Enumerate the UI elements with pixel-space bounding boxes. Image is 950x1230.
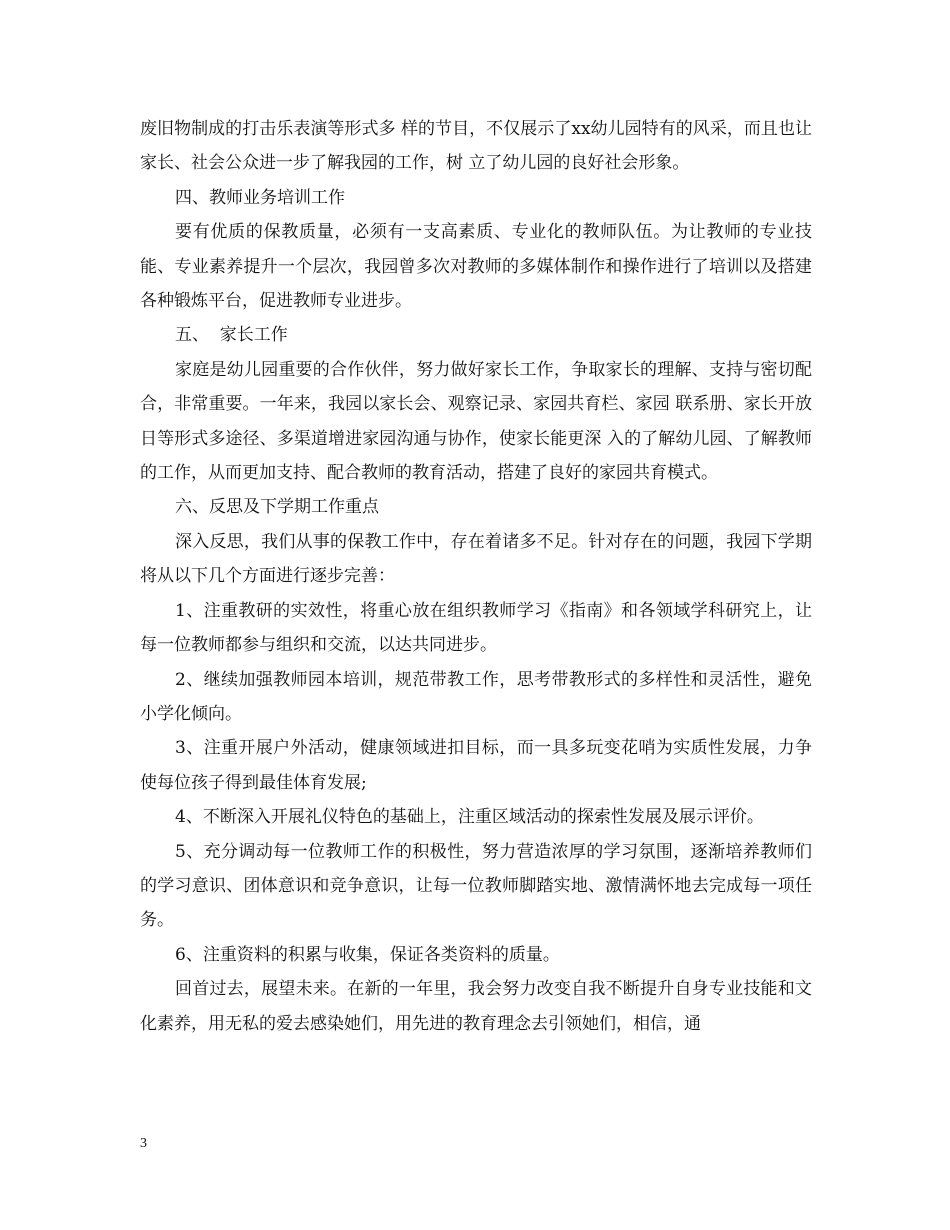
paragraph: 要有优质的保教质量，必须有一支高素质、专业化的教师队伍。为让教师的专业技能、专业素养提升一个层次，我园曾多次对教师的多媒体制作和操作进行了培训以及搭建各种锻炼平台，促进教师专业进步。 bbox=[140, 222, 812, 312]
list-item: 2、继续加强教师园本培训，规范带教工作，思考带教形式的多样性和灵活性，避免小学化倾向。 bbox=[140, 669, 812, 724]
section-heading-teacher-training: 四、教师业务培训工作 bbox=[175, 187, 345, 208]
list-item: 5、充分调动每一位教师工作的积极性，努力营造浓厚的学习氛围，逐渐培养教师们的学习意识、团体意识和竞争意识，让每一位教师脚踏实地、激情满怀地去完成每一项任务。 bbox=[140, 841, 812, 931]
paragraph: 深入反思，我们从事的保教工作中，存在着诸多不足。针对存在的问题，我园下学期将从以下几个方面进行逐步完善： bbox=[140, 531, 812, 587]
section-heading-parent-work: 五、 家长工作 bbox=[175, 325, 288, 346]
paragraph: 废旧物制成的打击乐表演等形式多 样的节目，不仅展示了xx幼儿园特有的风采，而且也让家长、社会公众进一步了解我园的工作，树 立了幼儿园的良好社会形象。 bbox=[140, 119, 812, 174]
paragraph: 回首过去，展望未来。在新的一年里，我会努力改变自我不断提升自身专业技能和文化素养，用无私的爱去感染她们，用先进的教育理念去引领她们，相信，通 bbox=[140, 979, 812, 1034]
document-body bbox=[140, 112, 812, 1041]
page-number: 3 bbox=[140, 1136, 147, 1151]
list-item: 6、注重资料的积累与收集，保证各类资料的质量。 bbox=[175, 944, 560, 965]
list-item: 4、不断深入开展礼仪特色的基础上，注重区域活动的探索性发展及展示评价。 bbox=[175, 807, 764, 828]
list-item: 1、注重教研的实效性，将重心放在组织教师学习《指南》和各领域学科研究上，让每一位教师都参与组织和交流，以达共同进步。 bbox=[140, 600, 812, 656]
list-item: 3、注重开展户外活动，健康领域进扣目标，而一具多玩变花哨为实质性发展，力争使每位孩子得到最佳体育发展; bbox=[140, 738, 812, 793]
paragraph: 家庭是幼儿园重要的合作伙伴，努力做好家长工作，争取家长的理解、支持与密切配合，非常重要。一年来，我园以家长会、观察记录、家园共育栏、家园 联系册、家长开放日等形式多途径、多渠道增进家园沟通与协作，使家长能更深 入的了解幼儿园、了解教师的工作，从而更加支持、配合教师的教育活动，搭建了良好的家园共育模式。 bbox=[140, 359, 812, 484]
section-heading-reflection: 六、反思及下学期工作重点 bbox=[175, 497, 379, 518]
